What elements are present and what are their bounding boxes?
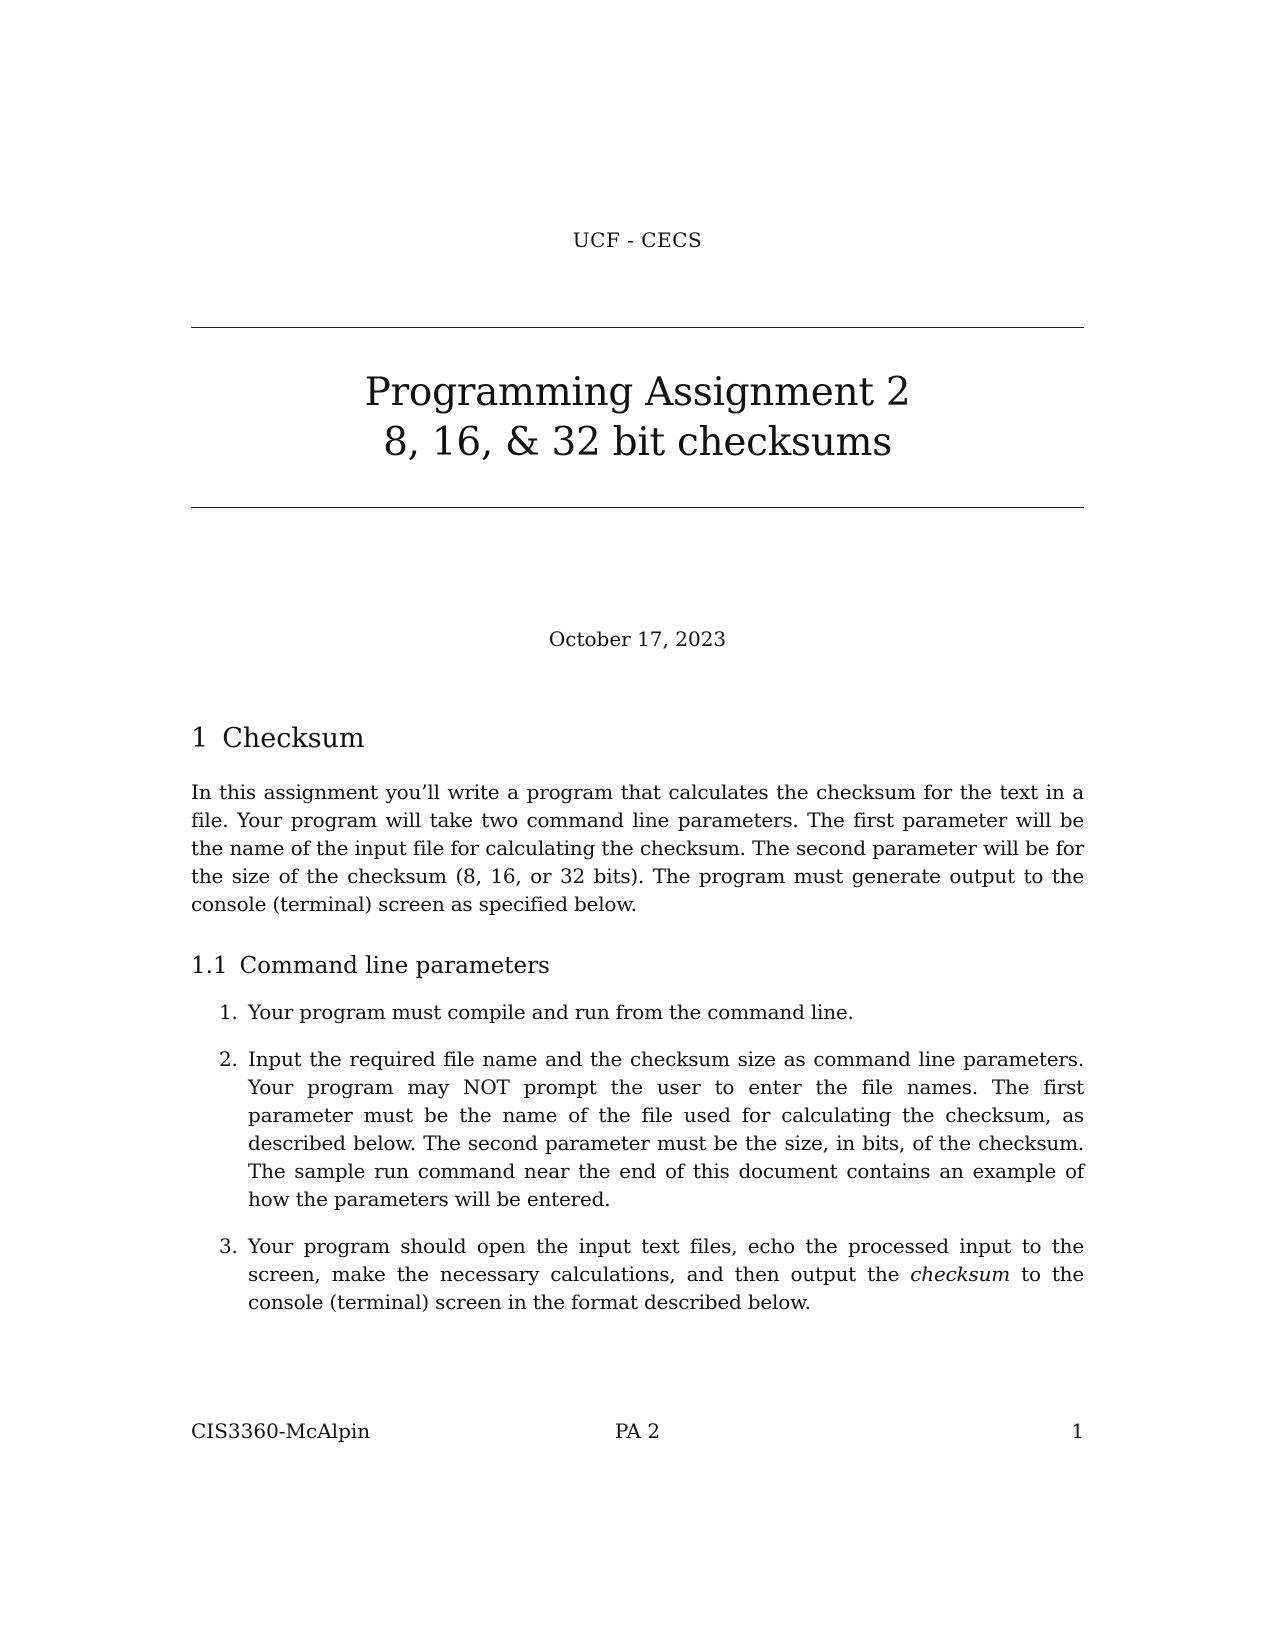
emphasized-term: checksum bbox=[910, 1262, 1011, 1286]
list-item-text: Your program must compile and run from the command line. bbox=[248, 1000, 854, 1024]
list-item bbox=[191, 998, 1084, 1026]
subsection-title: Command line parameters bbox=[239, 953, 550, 979]
footer-page-number: 1 bbox=[1071, 1419, 1084, 1443]
subsection-heading bbox=[191, 953, 550, 979]
section-paragraph: In this assignment you’ll write a program that calculates the checksum for the text in a file. Your program will take two command line parameters. The first parameter will be the name of the input file for calculating the checksum. The second parameter will be for the size of the checksum (8, 16, or 32 bits). The program must generate output to the console (terminal) screen as specified below. bbox=[191, 780, 1084, 916]
list-item bbox=[191, 1232, 1084, 1316]
section-heading bbox=[191, 723, 365, 754]
page-footer bbox=[191, 1419, 1084, 1449]
title-top-rule bbox=[191, 327, 1084, 328]
list-item bbox=[191, 1045, 1084, 1213]
requirements-list bbox=[191, 998, 1084, 1335]
footer-course: CIS3360-McAlpin bbox=[191, 1419, 371, 1443]
institution-header: UCF - CECS bbox=[572, 228, 703, 252]
footer-assignment: PA 2 bbox=[614, 1419, 661, 1443]
list-marker: 2. bbox=[219, 1047, 238, 1071]
list-item-text-after: to the console (terminal) screen in the format described below. bbox=[248, 1262, 1084, 1314]
document-subtitle: 8, 16, & 32 bit checksums bbox=[383, 420, 892, 465]
document-title: Programming Assignment 2 bbox=[364, 370, 911, 415]
section-number: 1 bbox=[191, 723, 209, 754]
list-marker: 1. bbox=[219, 1000, 238, 1024]
document-date: October 17, 2023 bbox=[548, 627, 727, 651]
section-title: Checksum bbox=[222, 723, 365, 754]
title-bottom-rule bbox=[191, 507, 1084, 508]
subsection-number: 1.1 bbox=[191, 953, 228, 979]
list-item-text-before: Your program should open the input text files, echo the processed input to the screen, make the necessary calculations, and then output the bbox=[248, 1234, 1084, 1286]
list-marker: 3. bbox=[219, 1234, 238, 1258]
list-item-text: Input the required file name and the checksum size as command line parameters. Your program may NOT prompt the user to enter the file names. The first parameter must be the name of the file used for calculating the checksum, as described below. The second parameter must be the size, in bits, of the checksum. The sample run command near the end of this document contains an example of how the parameters will be entered. bbox=[248, 1047, 1084, 1211]
